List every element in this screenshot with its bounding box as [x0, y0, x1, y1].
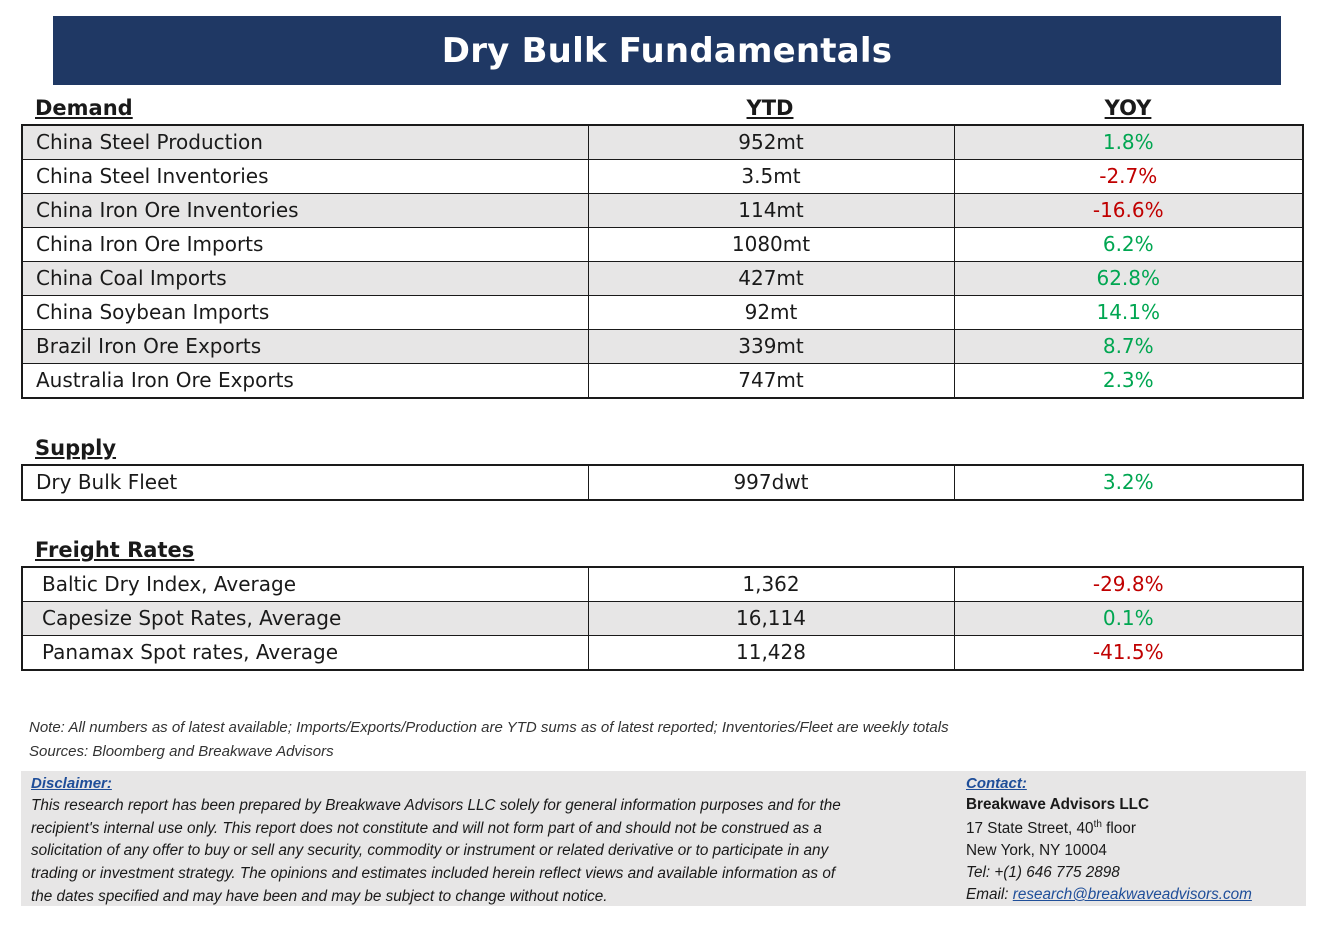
row-yoy-value: 3.2% — [954, 465, 1303, 500]
yoy-column-header: YOY — [1104, 96, 1152, 120]
contact-email-label: Email: — [966, 886, 1013, 903]
row-yoy-value: -16.6% — [954, 194, 1303, 228]
row-yoy-value: 2.3% — [954, 364, 1303, 399]
contact-street-tail: floor — [1101, 820, 1136, 838]
contact-company: Breakwave Advisors LLC — [966, 796, 1150, 813]
table-row — [22, 125, 1303, 160]
table-row — [22, 330, 1303, 364]
row-yoy-value: 0.1% — [954, 602, 1303, 636]
table-row — [22, 194, 1303, 228]
row-yoy-value: 14.1% — [954, 296, 1303, 330]
supply-table — [21, 464, 1304, 501]
row-label: China Coal Imports — [22, 262, 588, 296]
row-label: China Iron Ore Imports — [22, 228, 588, 262]
row-ytd-value: 16,114 — [588, 602, 954, 636]
row-label: Dry Bulk Fleet — [22, 465, 588, 500]
freight-table — [21, 566, 1304, 671]
row-label: China Steel Inventories — [22, 160, 588, 194]
sources-note: Sources: Bloomberg and Breakwave Advisors — [29, 743, 334, 760]
demand-heading: Demand — [35, 96, 133, 120]
disclaimer-line: trading or investment strategy. The opinions and estimates included herein reflect views and available information as of — [31, 865, 836, 883]
freight-heading: Freight Rates — [35, 538, 195, 562]
row-ytd-value: 1,362 — [588, 567, 954, 602]
row-label: Panamax Spot rates, Average — [22, 636, 588, 671]
disclaimer-line: This research report has been prepared by Breakwave Advisors LLC solely for general information purposes and for the — [31, 797, 841, 814]
contact-email-line — [966, 886, 1252, 904]
row-label: Baltic Dry Index, Average — [22, 567, 588, 602]
row-ytd-value: 3.5mt — [588, 160, 954, 194]
contact-heading: Contact: — [966, 775, 1027, 792]
row-yoy-value: 8.7% — [954, 330, 1303, 364]
table-row — [22, 567, 1303, 602]
row-yoy-value: -41.5% — [954, 636, 1303, 671]
contact-street-suffix: th — [1093, 819, 1102, 830]
row-ytd-value: 339mt — [588, 330, 954, 364]
table-row — [22, 636, 1303, 671]
row-yoy-value: -29.8% — [954, 567, 1303, 602]
disclaimer-text — [31, 795, 936, 909]
table-row — [22, 364, 1303, 399]
table-row — [22, 160, 1303, 194]
row-yoy-value: 1.8% — [954, 125, 1303, 160]
supply-heading: Supply — [35, 436, 117, 460]
contact-phone: Tel: +(1) 646 775 2898 — [966, 864, 1120, 881]
row-label: China Steel Production — [22, 125, 588, 160]
disclaimer-line: solicitation of any offer to buy or sell any security, commodity or instrument or related derivative or to participate in any — [31, 842, 829, 860]
demand-table — [21, 124, 1304, 399]
disclaimer-line: the dates specified and may have been and may be subject to change without notice. — [31, 887, 608, 905]
row-ytd-value: 997dwt — [588, 465, 954, 500]
footnote: Note: All numbers as of latest available; Imports/Exports/Production are YTD sums as of latest reported; Inventories/Fleet are weekly totals — [29, 719, 949, 736]
row-label: Australia Iron Ore Exports — [22, 364, 588, 399]
table-row — [22, 262, 1303, 296]
row-yoy-value: 62.8% — [954, 262, 1303, 296]
row-label: China Soybean Imports — [22, 296, 588, 330]
row-ytd-value: 114mt — [588, 194, 954, 228]
table-row — [22, 228, 1303, 262]
disclaimer-line: recipient's internal use only. This report does not constitute and will not form part of and should not be construed as a — [31, 819, 822, 837]
row-ytd-value: 92mt — [588, 296, 954, 330]
contact-street-main: 17 State Street, 40 — [966, 820, 1094, 838]
row-ytd-value: 747mt — [588, 364, 954, 399]
contact-email-link[interactable]: research@breakwaveadvisors.com — [1012, 886, 1252, 903]
page-title: Dry Bulk Fundamentals — [53, 16, 1281, 85]
table-row — [22, 602, 1303, 636]
table-row — [22, 465, 1303, 500]
row-yoy-value: 6.2% — [954, 228, 1303, 262]
row-ytd-value: 427mt — [588, 262, 954, 296]
contact-city: New York, NY 10004 — [966, 842, 1107, 859]
row-ytd-value: 1080mt — [588, 228, 954, 262]
row-label: Capesize Spot Rates, Average — [22, 602, 588, 636]
row-label: China Iron Ore Inventories — [22, 194, 588, 228]
row-ytd-value: 952mt — [588, 125, 954, 160]
ytd-column-header: YTD — [746, 96, 794, 120]
row-yoy-value: -2.7% — [954, 160, 1303, 194]
contact-street — [966, 819, 1136, 838]
disclaimer-heading: Disclaimer: — [31, 775, 112, 792]
table-row — [22, 296, 1303, 330]
row-ytd-value: 11,428 — [588, 636, 954, 671]
row-label: Brazil Iron Ore Exports — [22, 330, 588, 364]
